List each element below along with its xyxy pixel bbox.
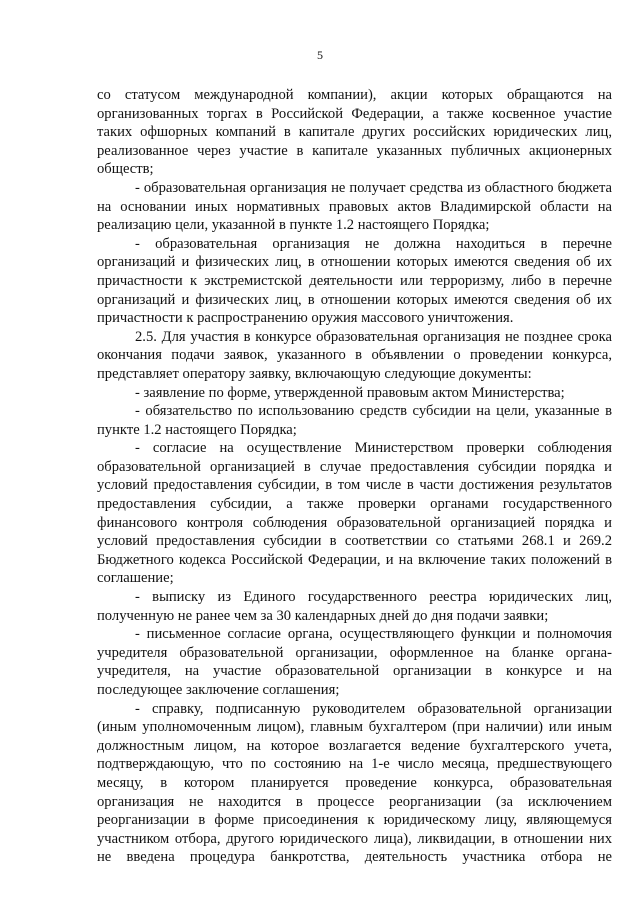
list-item-consent-to-inspection: - согласие на осуществление Министерством проверки соблюдения образовательной организацией в случае предоставления субсидии порядка и условий предоставления субсидии, в том числе в части достижения результатов предоставления субсидии, а также проверки органами государственного финансового контроля соблюдения образовательной организацией порядка и условий предоставления субсидии в соответствии со статьями 268.1 и 269.2 Бюджетного кодекса Российской Федерации, и на включение таких положений в соглашение;	[97, 440, 612, 587]
list-item-obligation: - обязательство по использованию средств субсидии на цели, указанные в пункте 1.2 настоящего Порядка;	[97, 403, 612, 438]
paragraph-offshore-participation: со статусом международной компании), акции которых обращаются на организованных торгах в Российской Федерации, а также косвенное участие таких офшорных компаний в капитале других российских юридических лиц, реализованное через участие в капитале указанных публичных акционерных обществ;	[97, 87, 612, 178]
list-item-application: - заявление по форме, утвержденной правовым актом Министерства;	[135, 384, 565, 401]
list-item-certificate: - справку, подписанную руководителем образовательной организации (иным уполномоченным лицом), главным бухгалтером (при наличии) или иным должностным лицом, на которое возлагается ведение бухгалтерского учета, подтверждающую, что по состоянию на 1-е число месяца, предшествующего месяцу, в котором планируется проведение конкурса, образовательная организация не находится в процессе реорганизации (за исключением реорганизации в форме присоединения к юридическому лицу, являющемуся участником отбора, другого юридического лица), ликвидации, в отношении них не введена процедура банкротства, деятельность участника отбора не	[97, 700, 612, 866]
paragraph-no-regional-budget-funds: - образовательная организация не получает средства из областного бюджета на основании иных нормативных правовых актов Владимирской области на реализацию цели, указанной в пункте 1.2 настоящего Порядка;	[97, 179, 612, 234]
list-item-register-extract: - выписку из Единого государственного реестра юридических лиц, полученную не ранее чем за 30 календарных дней до дня подачи заявки;	[97, 589, 612, 624]
page-number: 5	[317, 48, 323, 62]
paragraph-section-2-5: 2.5. Для участия в конкурсе образовательная организация не позднее срока окончания подачи заявок, указанного в объявлении о проведении конкурса, представляет оператору заявку, включающую следующие документы:	[97, 328, 612, 382]
paragraph-not-in-extremism-list: - образовательная организация не должна находиться в перечне организаций и физических лиц, в отношении которых имеются сведения об их причастности к экстремистской деятельности или терроризму, либо в перечне организаций и физических лиц, в отношении которых имеются сведения об их причастности к распространению оружия массового уничтожения.	[97, 235, 612, 327]
list-item-founder-consent: - письменное согласие органа, осуществляющего функции и полномочия учредителя образовательной организации, оформленное на бланке органа-учредителя, на участие образовательной организации в конкурсе и на последующее заключение соглашения;	[97, 626, 612, 698]
document-body	[97, 86, 612, 867]
